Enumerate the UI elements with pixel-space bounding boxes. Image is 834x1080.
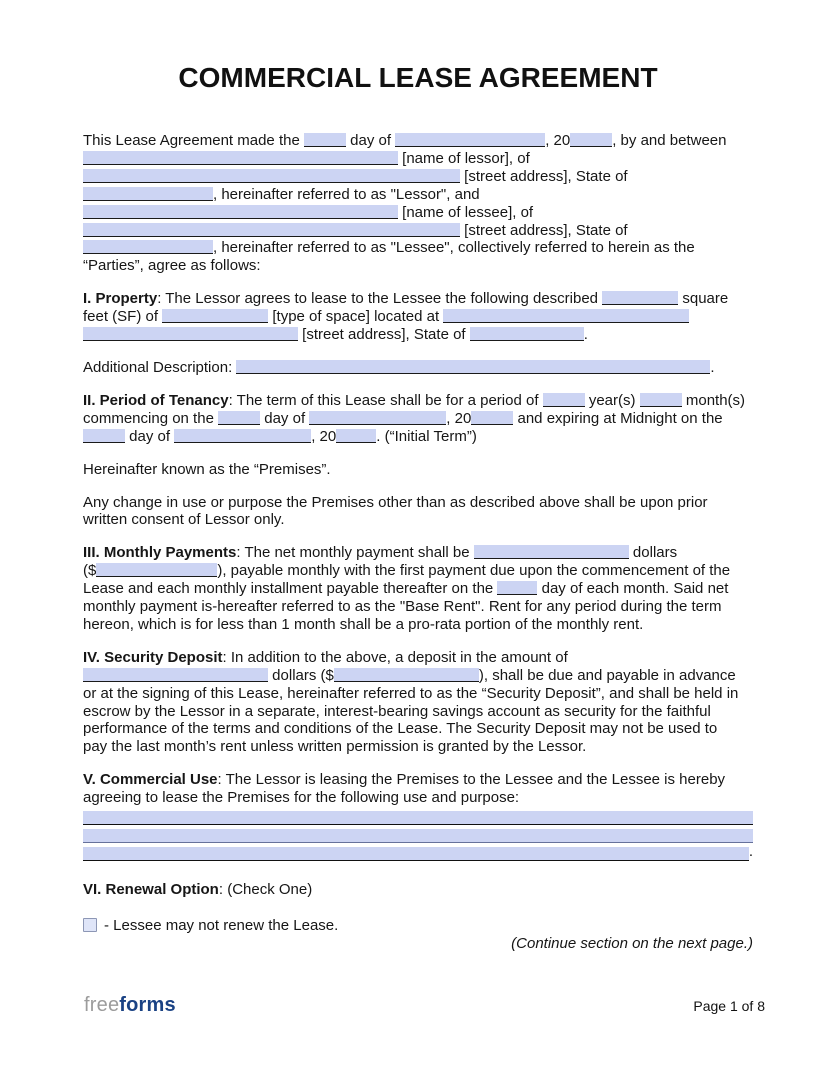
intro-text: [name of lessee], of bbox=[402, 203, 534, 221]
section-text: day of bbox=[129, 427, 171, 445]
document-content bbox=[83, 62, 753, 967]
logo-forms-text: forms bbox=[119, 994, 176, 1016]
section-text: ($ bbox=[83, 562, 97, 580]
section-text: square bbox=[682, 290, 729, 308]
intro-text: “Parties”, agree as follows: bbox=[83, 257, 261, 275]
intro-text: , by and between bbox=[612, 132, 727, 149]
intro-text: [street address], State of bbox=[464, 167, 628, 185]
page-number: Page 1 of 8 bbox=[693, 998, 765, 1014]
term-months-field[interactable] bbox=[640, 393, 682, 407]
commercial-use-line-3-field[interactable] bbox=[83, 847, 749, 861]
section-text: performance of the terms and conditions of the Lease. The Security Deposit may not be used to bbox=[83, 720, 718, 738]
section-text: written consent of Lessor only. bbox=[83, 511, 285, 529]
section-heading: IV. Security Deposit bbox=[83, 648, 223, 666]
section-heading: VI. Renewal Option bbox=[83, 880, 219, 898]
commercial-use-line-1-field[interactable] bbox=[83, 811, 753, 825]
section-text: or at the signing of this Lease, hereinafter referred to as the “Security Deposit”, and shall be held in bbox=[83, 684, 739, 702]
section-text: . (“Initial Term”) bbox=[376, 427, 477, 445]
execution-month-field[interactable] bbox=[395, 133, 545, 147]
execution-day-field[interactable] bbox=[304, 133, 346, 147]
section-text: monthly payment is-hereafter referred to as the "Base Rent". Rent for any period during the term bbox=[83, 598, 722, 616]
section-text: : The net monthly payment shall be bbox=[236, 544, 470, 562]
lessee-name-field[interactable] bbox=[83, 205, 398, 219]
section-text: day of each month. Said net bbox=[541, 580, 729, 598]
lessee-street-address-field[interactable] bbox=[83, 223, 460, 237]
section-heading: V. Commercial Use bbox=[83, 771, 218, 789]
lessee-state-field[interactable] bbox=[83, 240, 213, 254]
security-deposit-amount-field[interactable] bbox=[334, 668, 479, 682]
intro-text: [street address], State of bbox=[464, 221, 628, 239]
section-text: escrow by the Lessor in a separate, interest-bearing savings account as security for the faithful bbox=[83, 702, 711, 720]
section-renewal-option bbox=[83, 881, 753, 953]
section-text: , 20 bbox=[446, 409, 472, 427]
security-deposit-words-field[interactable] bbox=[83, 668, 268, 682]
intro-text: [name of lessor], of bbox=[402, 149, 530, 167]
logo-free-text: free bbox=[84, 994, 120, 1016]
section-text: : (Check One) bbox=[218, 880, 313, 898]
section-text: , 20 bbox=[311, 427, 337, 445]
section-text: dollars bbox=[632, 544, 678, 562]
section-text: dollars ($ bbox=[272, 666, 334, 684]
property-state-field[interactable] bbox=[470, 327, 584, 341]
section-period-of-tenancy bbox=[83, 392, 753, 446]
additional-description-label: Additional Description: bbox=[83, 358, 233, 376]
section-text: : The term of this Lease shall be for a period of bbox=[228, 391, 539, 409]
section-property bbox=[83, 290, 753, 344]
page-footer bbox=[84, 994, 765, 1017]
section-text: commencing on the bbox=[83, 409, 214, 427]
section-text: ), shall be due and payable in advance bbox=[478, 666, 736, 684]
page-title: COMMERCIAL LEASE AGREEMENT bbox=[178, 62, 658, 93]
section-text: feet (SF) of bbox=[83, 308, 159, 326]
section-text: month(s) bbox=[685, 391, 746, 409]
section-text: . bbox=[710, 358, 715, 376]
lessor-street-address-field[interactable] bbox=[83, 169, 460, 183]
commercial-use-line-2-field[interactable] bbox=[83, 829, 753, 843]
premises-note bbox=[83, 461, 753, 479]
intro-text: This Lease Agreement made the bbox=[83, 132, 300, 149]
monthly-payment-words-field[interactable] bbox=[474, 545, 629, 559]
lessor-state-field[interactable] bbox=[83, 187, 213, 201]
section-text: pay the last month’s rent unless written permission is granted by the Lessor. bbox=[83, 738, 587, 756]
renewal-option-label: - Lessee may not renew the Lease. bbox=[104, 916, 339, 934]
section-text: : The Lessor agrees to lease to the Lessee the following described bbox=[157, 290, 599, 308]
intro-paragraph bbox=[83, 132, 753, 275]
lessor-name-field[interactable] bbox=[83, 151, 398, 165]
intro-text: , hereinafter referred to as "Lessor", and bbox=[213, 185, 480, 203]
section-text: . bbox=[748, 842, 753, 860]
no-renewal-checkbox[interactable] bbox=[83, 918, 97, 932]
commencement-day-field[interactable] bbox=[218, 411, 260, 425]
section-text: hereon, which is for less than 1 month shall be a pro-rata portion of the monthly rent. bbox=[83, 615, 644, 633]
commencement-month-field[interactable] bbox=[309, 411, 446, 425]
square-feet-field[interactable] bbox=[602, 291, 678, 305]
section-text: Any change in use or purpose the Premises other than as described above shall be upon prior bbox=[83, 493, 708, 511]
execution-year-field[interactable] bbox=[570, 133, 612, 147]
continue-note: (Continue section on the next page.) bbox=[511, 934, 753, 952]
additional-description-row bbox=[83, 359, 753, 377]
section-text: Lease and each monthly installment payable thereafter on the bbox=[83, 580, 494, 598]
section-heading: II. Period of Tenancy bbox=[83, 391, 229, 409]
commencement-year-field[interactable] bbox=[471, 411, 513, 425]
section-text: agreeing to lease the Premises for the following use and purpose: bbox=[83, 789, 520, 807]
section-text: day of bbox=[264, 409, 306, 427]
intro-text: day of bbox=[350, 132, 392, 149]
type-of-space-field[interactable] bbox=[162, 309, 268, 323]
term-years-field[interactable] bbox=[543, 393, 585, 407]
section-text: . bbox=[583, 326, 588, 344]
section-text: ), payable monthly with the first payment due upon the commencement of the bbox=[217, 562, 731, 580]
section-text: [street address], State of bbox=[302, 326, 466, 344]
freeforms-logo bbox=[84, 994, 176, 1017]
section-security-deposit bbox=[83, 649, 753, 756]
expiration-day-field[interactable] bbox=[83, 429, 125, 443]
section-text: [type of space] located at bbox=[272, 308, 440, 326]
expiration-year-field[interactable] bbox=[336, 429, 376, 443]
intro-text: , 20 bbox=[545, 132, 571, 149]
property-address-field-2[interactable] bbox=[83, 327, 298, 341]
section-heading: III. Monthly Payments bbox=[83, 544, 237, 562]
use-change-note bbox=[83, 494, 753, 530]
section-text: : In addition to the above, a deposit in the amount of bbox=[222, 648, 568, 666]
monthly-payment-amount-field[interactable] bbox=[96, 563, 217, 577]
intro-text: , hereinafter referred to as "Lessee", collectively referred to herein as the bbox=[213, 239, 695, 257]
section-text: year(s) bbox=[588, 391, 636, 409]
section-monthly-payments bbox=[83, 544, 753, 634]
expiration-month-field[interactable] bbox=[174, 429, 311, 443]
section-text: and expiring at Midnight on the bbox=[517, 409, 723, 427]
payment-due-day-field[interactable] bbox=[497, 581, 537, 595]
additional-description-field[interactable] bbox=[236, 360, 710, 374]
section-text: : The Lessor is leasing the Premises to the Lessee and the Lessee is hereby bbox=[217, 771, 726, 789]
section-commercial-use bbox=[83, 771, 753, 860]
section-text: Hereinafter known as the “Premises”. bbox=[83, 460, 331, 478]
section-heading: I. Property bbox=[83, 290, 158, 308]
property-address-field-1[interactable] bbox=[443, 309, 689, 323]
